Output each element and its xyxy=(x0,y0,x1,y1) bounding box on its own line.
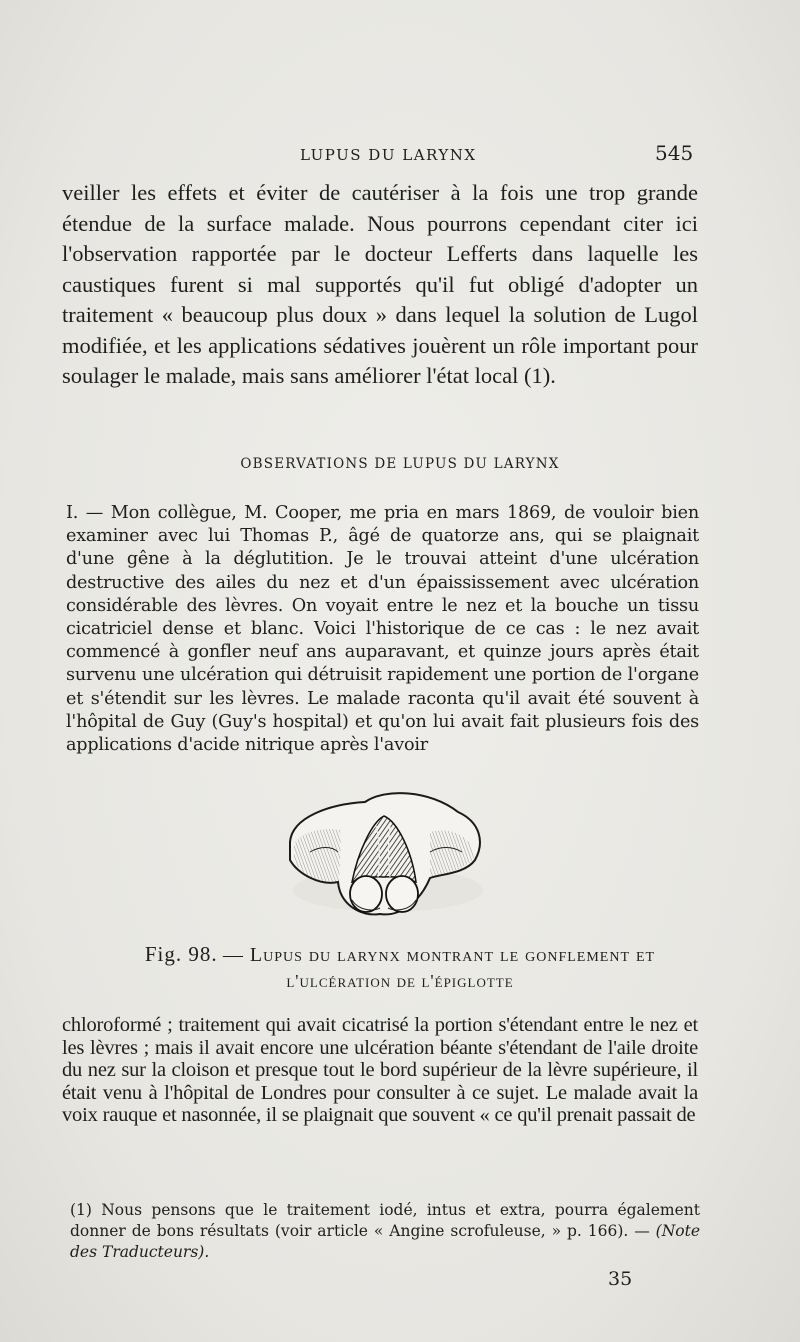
observation-text: I. — Mon collègue, M. Cooper, me pria en mars 1869, de vouloir bien examiner avec lui Thomas P., âgé de quatorze ans, qui se plaignait d'une gêne à la déglutition. Je le trouvai atteint d'une ulcération destructive des ailes du nez et d'un épaississement avec ulcération considérable des lèvres. On voyait entre le nez et la bouche un tissu cicatriciel dense et blanc. Voici l'historique de ce cas : le nez avait commencé à gonfler neuf ans auparavant, et quinze jours après était survenu une ulcération qui détruisit rapidement une portion de l'organe et s'étendit sur les lèvres. Le malade raconta qu'il avait été souvent à l'hôpital de Guy (Guy's hospital) et qu'on lui avait fait plusieurs fois des applications d'acide nitrique après l'avoir xyxy=(66,503,699,756)
footnote-text: (1) Nous pensons que le traitement iodé, intus et extra, pourra également donner de bons résultats (voir article « Angine scrofuleuse, » p. 166). — xyxy=(70,1201,700,1240)
figure-caption xyxy=(0,942,800,992)
larynx-engraving xyxy=(280,782,490,922)
paragraph-after-figure: chloroformé ; traitement qui avait cicatrisé la portion s'étendant entre le nez et les lèvres ; mais il avait encore une ulcération béante s'étendant de l'aile droite du nez sur la cloison et presque tout le bord supérieur de la lèvre supérieure, il était venu à l'hôpital de Londres pour consulter à ce sujet. Le malade avait la voix rauque et nasonnée, il se plaignait que souvent « ce qu'il prenait passait de xyxy=(62,1014,698,1126)
figure-label: Fig. 98. xyxy=(144,942,218,966)
footnote xyxy=(70,1200,700,1263)
running-title: LUPUS DU LARYNX xyxy=(300,146,477,164)
signature-mark: 35 xyxy=(608,1268,633,1290)
footnote-attribution: (Note des Traducteurs). xyxy=(70,1222,700,1261)
caption-line-2: l'ulcération de l'épiglotte xyxy=(286,971,514,991)
caption-line-1: — Lupus du larynx montrant le gonflement et xyxy=(222,944,656,966)
paragraph-continued: veiller les effets et éviter de cautériser à la fois une trop grande étendue de la surface malade. Nous pourrons cependant citer ici l'observation rapportée par le docteur Lefferts dans laquelle les caustiques furent si mal supportés qu'il fut obligé d'adopter un traitement « beaucoup plus doux » dans lequel la solution de Lugol modifiée, et les applications sédatives jouèrent un rôle important pour soulager le malade, mais sans améliorer l'état local (1). xyxy=(62,180,698,388)
page-number: 545 xyxy=(655,141,694,165)
larynx-illustration xyxy=(280,782,490,922)
section-heading: OBSERVATIONS DE LUPUS DU LARYNX xyxy=(240,456,560,472)
